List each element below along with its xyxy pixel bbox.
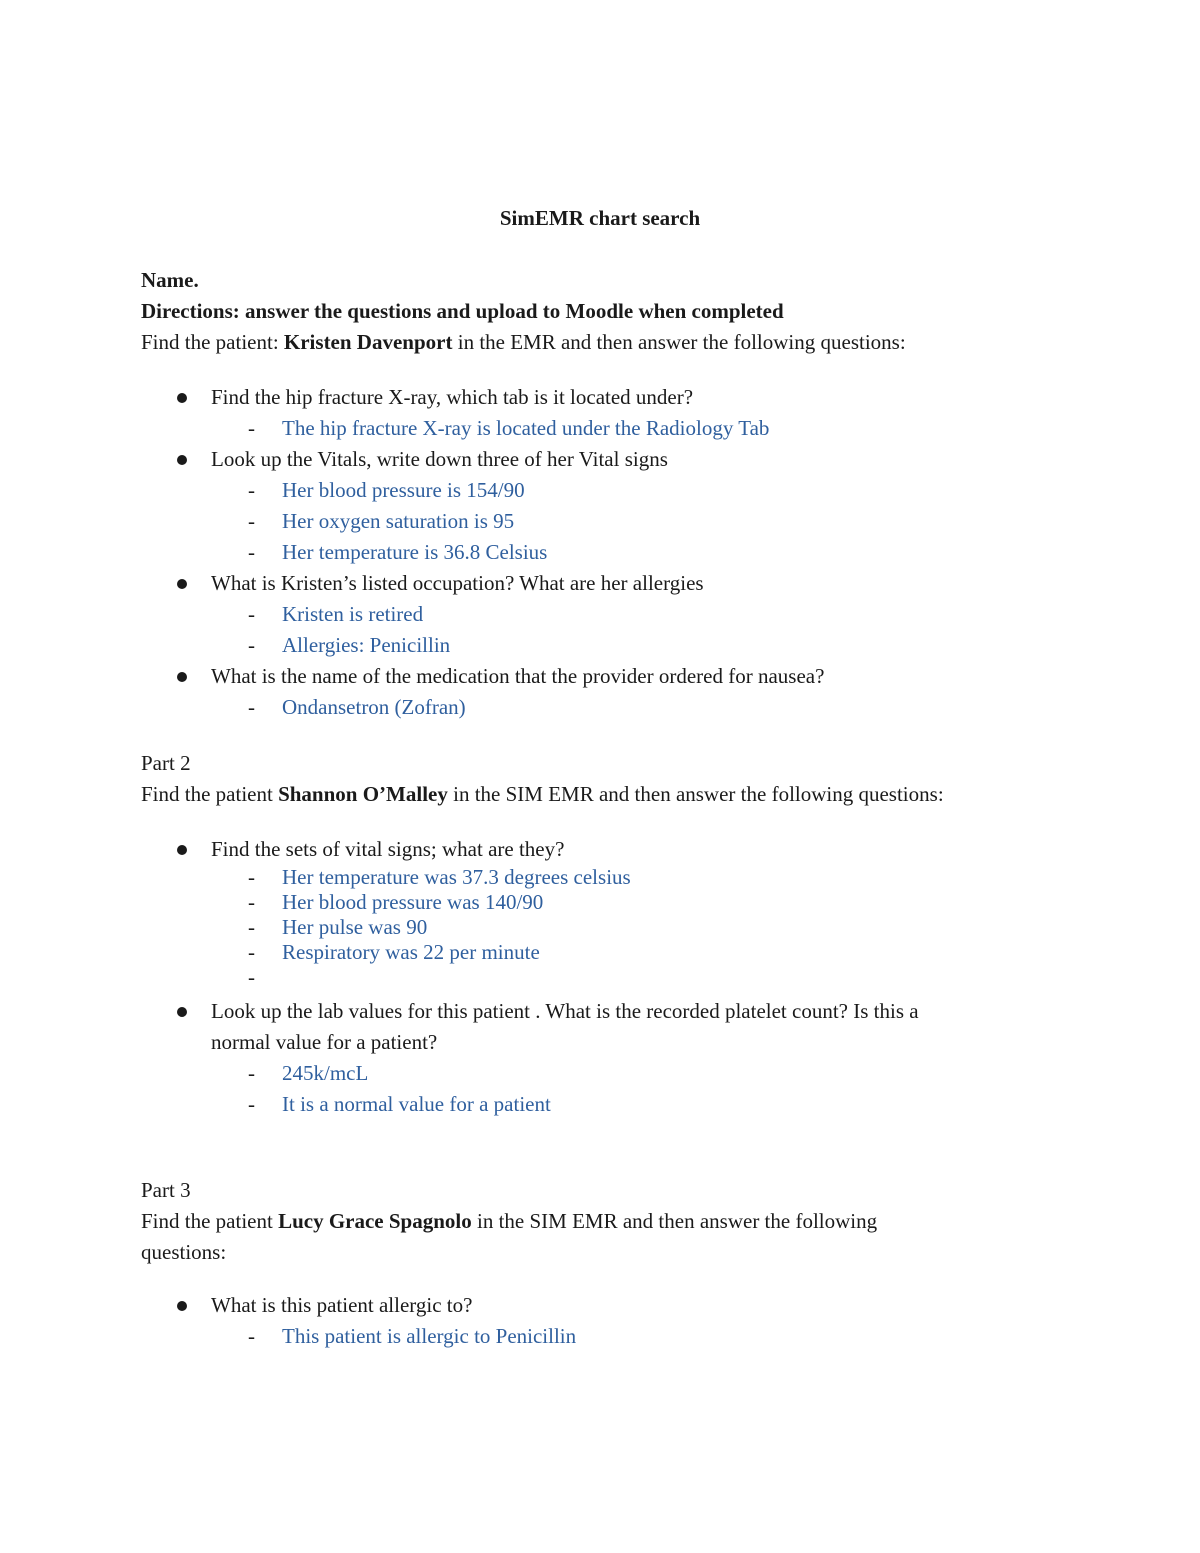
dash-marker: - (248, 865, 255, 889)
dash-marker: - (248, 1061, 255, 1085)
intro-text: in the EMR and then answer the following questions: (452, 330, 906, 354)
bullet-icon (177, 579, 187, 589)
answer: Her temperature is 36.8 Celsius (282, 540, 548, 564)
answer: Her blood pressure was 140/90 (282, 890, 544, 914)
intro-text: Find the patient (141, 782, 279, 806)
answer: Kristen is retired (282, 602, 424, 626)
part3-intro-continued: questions: (141, 1240, 227, 1264)
part3-intro (141, 1206, 1140, 1237)
dash-marker: - (248, 602, 255, 626)
answer: 245k/mcL (282, 1061, 369, 1085)
answer: Her temperature was 37.3 degrees celsius (282, 865, 631, 889)
patient-name: Kristen Davenport (283, 330, 453, 354)
answer: Her oxygen saturation is 95 (282, 509, 515, 533)
dash-marker: - (248, 509, 255, 533)
part3-heading: Part 3 (141, 1178, 191, 1202)
intro-text: Find the patient: (141, 330, 284, 354)
dash-marker: - (248, 890, 255, 914)
question-continued: normal value for a patient? (211, 1030, 438, 1054)
directions: Directions: answer the questions and upload to Moodle when completed (141, 299, 784, 323)
dash-marker: - (248, 965, 255, 989)
answer: Ondansetron (Zofran) (282, 695, 466, 719)
page-title: SimEMR chart search (499, 206, 701, 230)
answer: It is a normal value for a patient (282, 1092, 551, 1116)
bullet-icon (177, 1007, 187, 1017)
answer: Allergies: Penicillin (282, 633, 451, 657)
intro-text: in the SIM EMR and then answer the following (471, 1209, 878, 1233)
question: Find the sets of vital signs; what are they? (211, 837, 565, 861)
bullet-icon (177, 672, 187, 682)
dash-marker: - (248, 540, 255, 564)
question: Look up the lab values for this patient . What is the recorded platelet count? Is this a (211, 999, 919, 1023)
bullet-icon (177, 393, 187, 403)
part2-intro (141, 779, 1140, 810)
answer: This patient is allergic to Penicillin (282, 1324, 577, 1348)
bullet-icon (177, 845, 187, 855)
intro-text: in the SIM EMR and then answer the following questions: (447, 782, 944, 806)
dash-marker: - (248, 478, 255, 502)
bullet-icon (177, 455, 187, 465)
patient-name: Lucy Grace Spagnolo (278, 1209, 472, 1233)
part2-heading: Part 2 (141, 751, 191, 775)
question: Find the hip fracture X-ray, which tab is it located under? (211, 385, 694, 409)
dash-marker: - (248, 1324, 255, 1348)
answer: Respiratory was 22 per minute (282, 940, 540, 964)
part1-intro (141, 327, 1140, 358)
answer: Her blood pressure is 154/90 (282, 478, 525, 502)
dash-marker: - (248, 695, 255, 719)
intro-text: Find the patient (141, 1209, 279, 1233)
dash-marker: - (248, 1092, 255, 1116)
question: What is Kristen’s listed occupation? What are her allergies (211, 571, 704, 595)
name-label: Name. (141, 268, 199, 292)
answer: The hip fracture X-ray is located under the Radiology Tab (282, 416, 770, 440)
dash-marker: - (248, 915, 255, 939)
dash-marker: - (248, 633, 255, 657)
bullet-icon (177, 1301, 187, 1311)
patient-name: Shannon O’Malley (278, 782, 448, 806)
dash-marker: - (248, 416, 255, 440)
question: What is this patient allergic to? (211, 1293, 473, 1317)
question: What is the name of the medication that the provider ordered for nausea? (211, 664, 825, 688)
dash-marker: - (248, 940, 255, 964)
answer: Her pulse was 90 (282, 915, 428, 939)
question: Look up the Vitals, write down three of her Vital signs (211, 447, 668, 471)
